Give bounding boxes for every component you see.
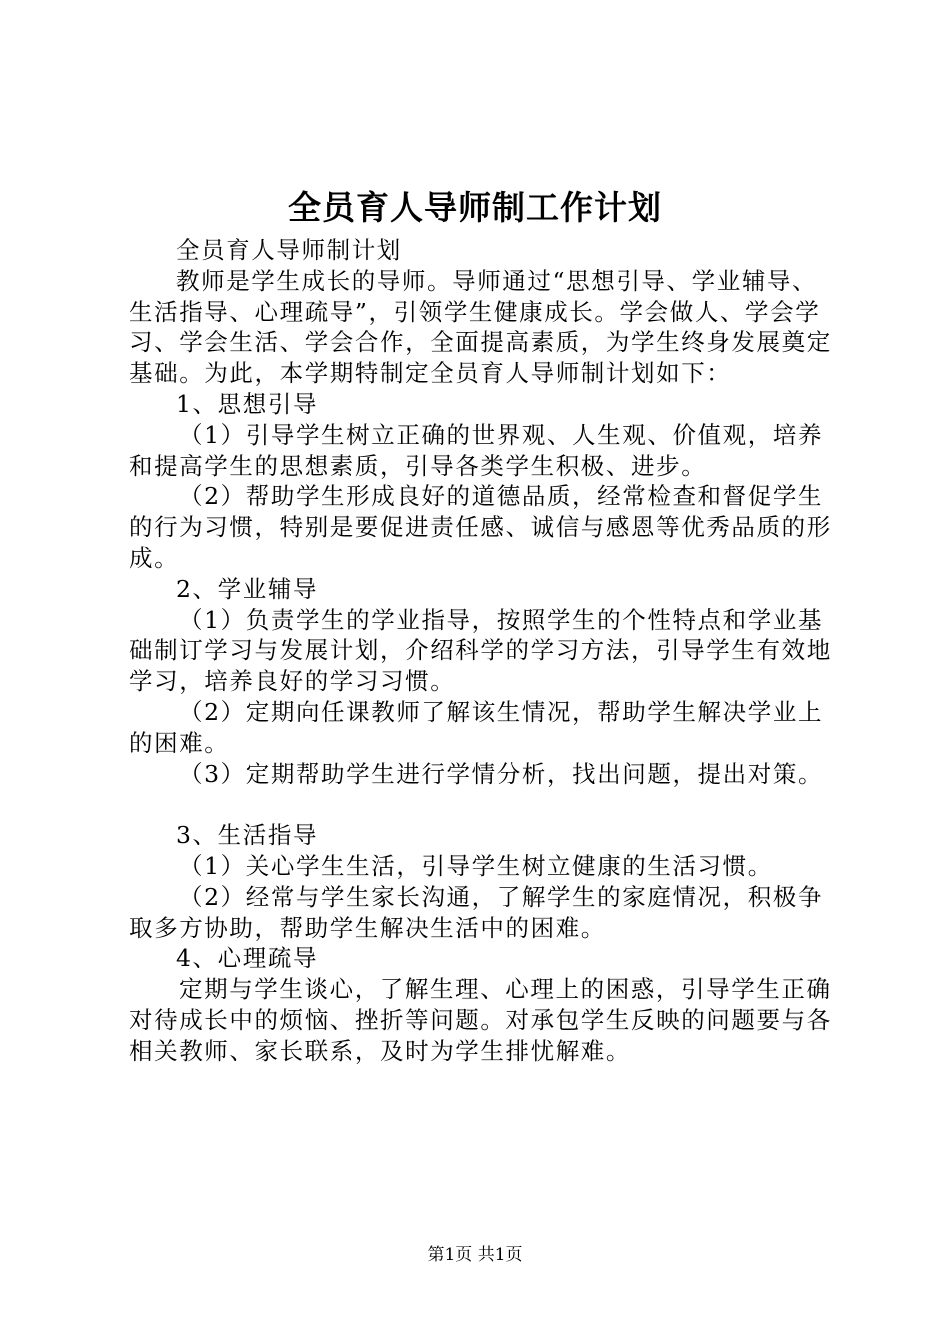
section-heading-4: 4、心理疏导 xyxy=(176,944,319,973)
section-1-item-2: （2）帮助学生形成良好的道德品质，经常检查和督促学生的行为习惯，特别是要促进责任感、诚信与感恩等优秀品质的形成。 xyxy=(129,482,832,572)
section-3-item-1: （1）关心学生生活，引导学生树立健康的生活习惯。 xyxy=(179,851,773,880)
section-2-item-2: （2）定期向任课教师了解该生情况，帮助学生解决学业上的困难。 xyxy=(129,697,824,757)
section-3-item-2: （2）经常与学生家长沟通，了解学生的家庭情况，积极争取多方协助，帮助学生解决生活中的困难。 xyxy=(129,882,824,942)
page-footer: 第1页 共1页 xyxy=(427,1245,523,1265)
document-body xyxy=(129,235,839,1067)
intro-paragraph: 教师是学生成长的导师。导师通过“思想引导、学业辅导、生活指导、心理疏导”，引领学生健康成长。学会做人、学会学习、学会生活、学会合作，全面提高素质，为学生终身发展奠定基础。为此，本学期特制定全员育人导师制计划如下： xyxy=(129,266,832,388)
section-heading-3: 3、生活指导 xyxy=(176,821,319,850)
blank-line xyxy=(129,789,839,820)
section-2-item-1: （1）负责学生的学业指导，按照学生的个性特点和学业基础制订学习与发展计划，介绍科学的学习方法，引导学生有效地学习，培养良好的学习习惯。 xyxy=(129,605,832,696)
section-4-item-1: 定期与学生谈心，了解生理、心理上的困惑，引导学生正确对待成长中的烦恼、挫折等问题。对承包学生反映的问题要与各相关教师、家长联系，及时为学生排忧解难。 xyxy=(129,975,832,1065)
document-subtitle: 全员育人导师制计划 xyxy=(176,236,402,264)
document-title: 全员育人导师制工作计划 xyxy=(288,188,662,227)
section-heading-1: 1、思想引导 xyxy=(176,389,319,418)
section-heading-2: 2、学业辅导 xyxy=(176,574,319,603)
section-2-item-3: （3）定期帮助学生进行学情分析，找出问题，提出对策。 xyxy=(179,759,824,788)
section-1-item-1: （1）引导学生树立正确的世界观、人生观、价值观，培养和提高学生的思想素质，引导各类学生积极、进步。 xyxy=(129,420,824,480)
